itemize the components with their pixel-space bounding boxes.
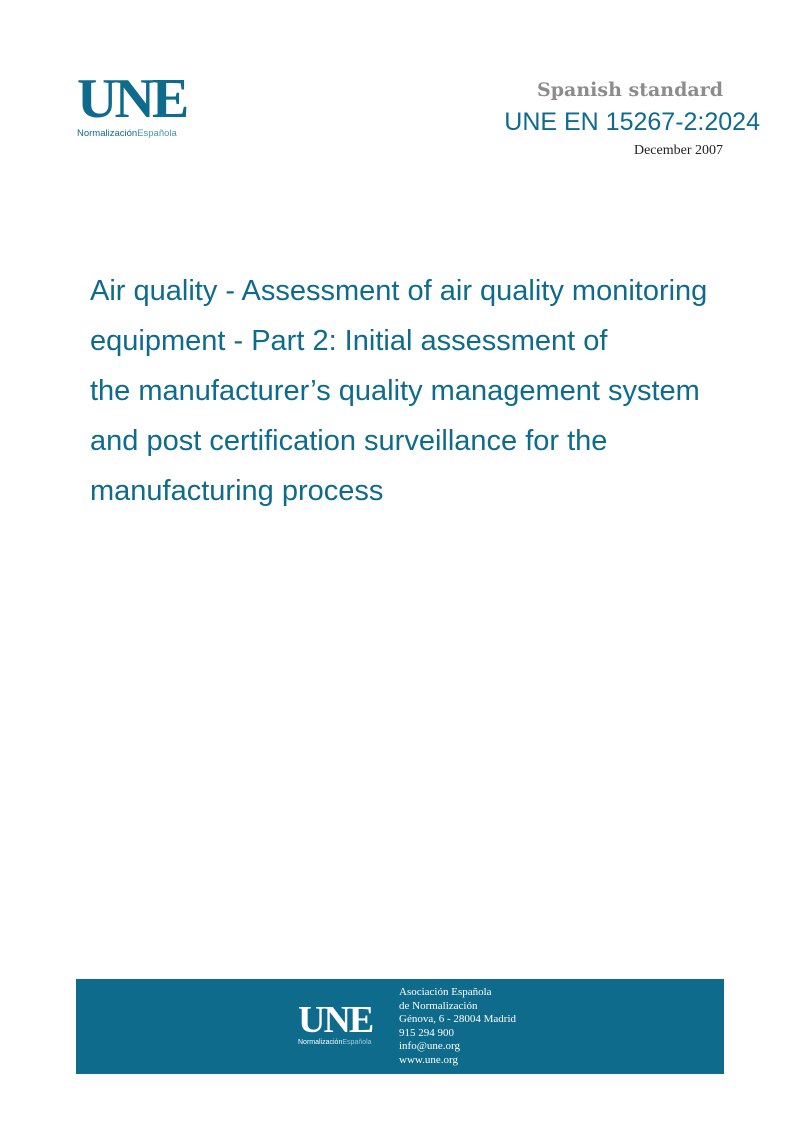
une-logo-wordmark: UNE	[77, 68, 187, 130]
publication-date: December 2007	[633, 143, 723, 158]
document-title	[90, 266, 800, 516]
address-line: Génova, 6 - 28004 Madrid	[399, 1013, 517, 1026]
logo-tagline-dark: Normalización	[77, 128, 138, 139]
email-address: info@une.org	[399, 1040, 460, 1053]
address-line: Asociación Española	[399, 986, 492, 998]
title-line: manufacturing process	[90, 475, 384, 507]
title-line: the manufacturer’s quality management system	[90, 375, 700, 407]
footer-une-logo	[298, 999, 378, 1046]
document-type: Spanish standard	[537, 79, 723, 101]
footer-address	[399, 986, 516, 1068]
phone-number: 915 294 900	[399, 1026, 454, 1039]
title-line: Air quality - Assessment of air quality monitoring	[90, 275, 708, 307]
title-line: and post certification surveillance for the	[90, 425, 608, 457]
une-logo-tagline	[77, 128, 193, 139]
une-logo	[77, 68, 193, 139]
footer-tagline-light: Española	[342, 1039, 372, 1046]
title-line: equipment - Part 2: Initial assessment of	[90, 325, 608, 357]
footer-banner	[76, 979, 724, 1074]
footer-tagline-dark: Normalización	[298, 1039, 343, 1046]
address-line: de Normalización	[399, 999, 478, 1012]
standard-code: UNE EN 15267-2:2024	[504, 108, 760, 136]
website-address: www.une.org	[399, 1053, 458, 1066]
logo-tagline-light: Española	[137, 128, 177, 139]
footer-logo-wordmark: UNE	[298, 999, 373, 1041]
footer-logo-tagline	[298, 1039, 378, 1046]
